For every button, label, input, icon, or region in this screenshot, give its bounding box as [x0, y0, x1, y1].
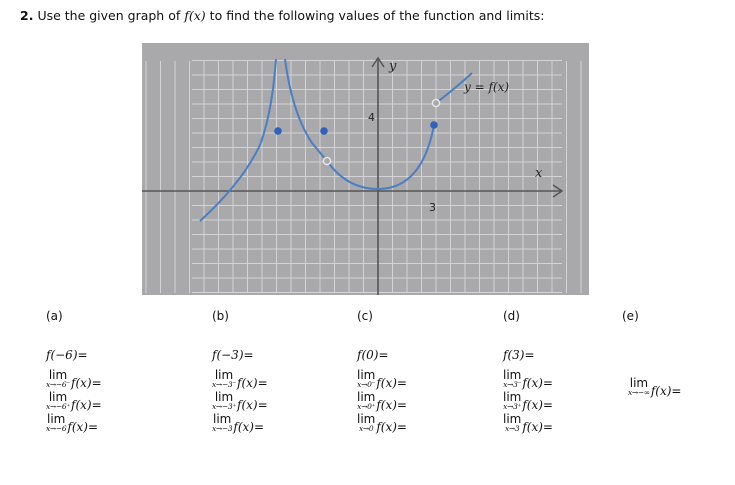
column-e: [622, 309, 682, 399]
title-post: to find the following values of the function and limits:: [209, 8, 545, 23]
column-a-header: (a): [46, 309, 63, 323]
graph-background: [142, 43, 589, 295]
title-pre: Use the given graph of: [37, 8, 181, 23]
curve-label: y = f(x): [464, 80, 510, 94]
x-axis-label: x: [535, 166, 543, 181]
column-e-header: (e): [622, 309, 639, 323]
column-d: [503, 309, 553, 435]
graph-svg: [142, 43, 589, 295]
column-a-f-value: f(−6)=: [46, 348, 88, 362]
column-a-limit-plus: lim x→−6⁺ f(x)=: [46, 390, 102, 412]
column-b-limit-both: lim x→−3 f(x)=: [212, 412, 265, 434]
column-e-limit: lim x→−∞ f(x)=: [628, 376, 682, 398]
column-a-limit-both: lim x→−6 f(x)=: [46, 412, 99, 434]
column-d-limit-plus: lim x→3⁺ f(x)=: [503, 390, 553, 412]
open-point-left: [323, 157, 330, 164]
tick-label-3: 3: [429, 201, 436, 214]
column-d-f-value: f(3)=: [503, 348, 535, 362]
column-b-f-value: f(−3)=: [212, 348, 254, 362]
column-c-header: (c): [357, 309, 373, 323]
closed-point-right: [430, 121, 438, 129]
column-b-limit-plus: lim x→−3⁺ f(x)=: [212, 390, 268, 412]
problem-title: [20, 8, 544, 23]
closed-point-middle: [320, 127, 328, 135]
column-b: [212, 309, 268, 435]
column-a: [46, 309, 102, 435]
tick-label-4: 4: [368, 111, 375, 124]
column-c-limit: lim x→0⁻ f(x)=: [357, 368, 407, 390]
column-d-header: (d): [503, 309, 520, 323]
column-c-f-value: f(0)=: [357, 348, 389, 362]
column-b-header: (b): [212, 309, 229, 323]
problem-number: 2.: [20, 8, 34, 23]
column-b-limit: lim x→−3⁻ f(x)=: [212, 368, 268, 390]
function-graph: [142, 43, 589, 295]
open-point-right: [432, 99, 439, 106]
closed-point-left: [274, 127, 282, 135]
column-a-limit: lim x→−6⁻ f(x)=: [46, 368, 102, 390]
column-c-limit-both: lim x→0 f(x)=: [357, 412, 407, 434]
column-d-limit-both: lim x→3 f(x)=: [503, 412, 553, 434]
column-c-limit-plus: lim x→0⁺ f(x)=: [357, 390, 407, 412]
column-c: [357, 309, 407, 435]
y-axis-label: y: [389, 59, 397, 74]
title-func: f(x): [184, 8, 206, 23]
column-d-limit: lim x→3⁻ f(x)=: [503, 368, 553, 390]
